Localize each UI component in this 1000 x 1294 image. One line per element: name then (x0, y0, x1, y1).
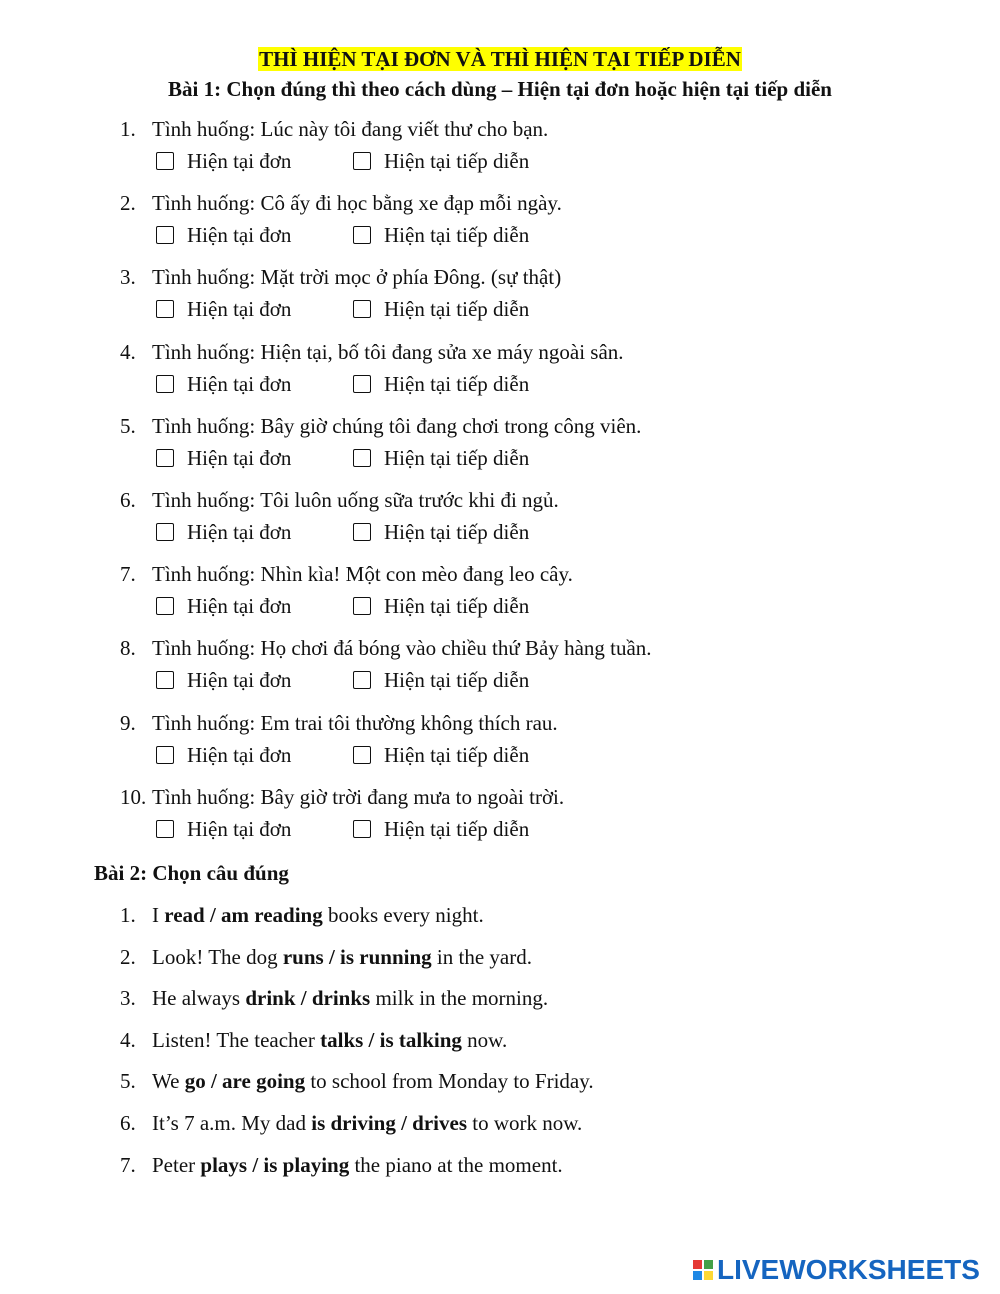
checkbox-icon[interactable] (156, 152, 174, 170)
option-continuous[interactable] (353, 593, 529, 619)
option-label: Hiện tại đơn (187, 223, 292, 248)
sentence-choice[interactable]: talks / is talking (320, 1027, 462, 1052)
question-number: 4. (120, 339, 136, 364)
sentence-number: 5. (120, 1069, 136, 1094)
question-number: 9. (120, 710, 136, 735)
option-label: Hiện tại đơn (187, 594, 292, 619)
logo-text: LIVEWORKSHEETS (717, 1254, 980, 1285)
question-text: Tình huống: Bây giờ chúng tôi đang chơi trong công viên. (152, 413, 642, 438)
sentence-text (152, 1068, 594, 1094)
option-label: Hiện tại tiếp diễn (384, 445, 530, 470)
option-simple[interactable] (156, 296, 291, 322)
sentence-post: books every night. (322, 903, 484, 927)
question-number: 1. (120, 117, 136, 141)
question-text: Tình huống: Nhìn kìa! Một con mèo đang leo cây. (152, 562, 573, 587)
sentence-text (152, 1027, 507, 1053)
sentence-number: 1. (120, 903, 136, 927)
sentence-post: in the yard. (431, 944, 532, 969)
question-text: Tình huống: Tôi luôn uống sữa trước khi đi ngủ. (152, 487, 559, 512)
checkbox-icon[interactable] (353, 226, 371, 244)
checkbox-icon[interactable] (353, 671, 371, 689)
option-label: Hiện tại tiếp diễn (384, 371, 530, 396)
sentence-number: 2. (120, 944, 136, 969)
checkbox-icon[interactable] (353, 152, 371, 170)
question-number: 3. (120, 265, 136, 290)
sentence-choice[interactable]: read / am reading (164, 903, 323, 927)
question-item (0, 710, 1000, 784)
option-label: Hiện tại tiếp diễn (384, 519, 530, 544)
sentence-pre: Listen! The teacher (152, 1027, 321, 1052)
option-simple[interactable] (156, 519, 291, 545)
question-item (0, 561, 1000, 635)
sentence-item (0, 1068, 1000, 1110)
checkbox-icon[interactable] (353, 746, 371, 764)
question-item (0, 784, 1000, 858)
sentence-pre: Peter (152, 1152, 201, 1177)
option-continuous[interactable] (353, 296, 529, 322)
exercise1-list (0, 116, 1000, 858)
sentence-text (152, 985, 548, 1011)
checkbox-icon[interactable] (156, 597, 174, 615)
logo-mark-icon (693, 1260, 713, 1280)
checkbox-icon[interactable] (353, 597, 371, 615)
option-continuous[interactable] (353, 371, 529, 397)
question-item (0, 487, 1000, 561)
sentence-text (152, 944, 532, 970)
sentence-choice[interactable]: drink / drinks (245, 986, 371, 1011)
checkbox-icon[interactable] (156, 746, 174, 764)
sentence-item (0, 985, 1000, 1027)
checkbox-icon[interactable] (156, 449, 174, 467)
sentence-number: 4. (120, 1027, 136, 1052)
checkbox-icon[interactable] (156, 226, 174, 244)
option-continuous[interactable] (353, 742, 529, 768)
question-number: 8. (120, 636, 136, 661)
sentence-post: milk in the morning. (370, 986, 549, 1011)
sentence-post: the piano at the moment. (349, 1152, 563, 1177)
option-label: Hiện tại đơn (187, 149, 292, 173)
sentence-post: to work now. (467, 1110, 583, 1135)
checkbox-icon[interactable] (353, 300, 371, 318)
question-number: 10. (120, 784, 147, 809)
option-simple[interactable] (156, 742, 291, 768)
option-label: Hiện tại tiếp diễn (384, 297, 530, 322)
question-number: 5. (120, 413, 136, 438)
checkbox-icon[interactable] (156, 523, 174, 541)
option-continuous[interactable] (353, 816, 529, 842)
checkbox-icon[interactable] (353, 449, 371, 467)
sentence-item (0, 902, 1000, 944)
question-text: Tình huống: Cô ấy đi học bằng xe đạp mỗi ngày. (152, 191, 562, 216)
option-label: Hiện tại đơn (187, 371, 292, 396)
option-continuous[interactable] (353, 148, 529, 174)
option-label: Hiện tại đơn (187, 816, 292, 841)
sentence-choice[interactable]: is driving / drives (311, 1110, 468, 1135)
option-label: Hiện tại đơn (187, 445, 292, 470)
option-simple[interactable] (156, 593, 291, 619)
option-continuous[interactable] (353, 667, 529, 693)
option-label: Hiện tại đơn (187, 742, 292, 767)
sentence-pre: Look! The dog (152, 944, 283, 969)
sentence-number: 6. (120, 1110, 136, 1135)
sentence-choice[interactable]: go / are going (184, 1069, 306, 1094)
option-continuous[interactable] (353, 445, 529, 471)
sentence-item (0, 1152, 1000, 1194)
sentence-number: 7. (120, 1152, 136, 1177)
option-simple[interactable] (156, 445, 291, 471)
worksheet-title-text: THÌ HIỆN TẠI ĐƠN VÀ THÌ HIỆN TẠI TIẾP DIỄN (259, 47, 741, 71)
option-label: Hiện tại tiếp diễn (384, 742, 530, 767)
sentence-choice[interactable]: runs / is running (282, 944, 432, 969)
question-item (0, 339, 1000, 413)
option-simple[interactable] (156, 148, 291, 174)
sentence-text (152, 1110, 582, 1136)
sentence-item (0, 1027, 1000, 1069)
question-text: Tình huống: Lúc này tôi đang viết thư cho bạn. (152, 117, 549, 141)
question-text: Tình huống: Mặt trời mọc ở phía Đông. (sự thật) (152, 265, 562, 290)
question-item (0, 264, 1000, 338)
question-text: Tình huống: Hiện tại, bố tôi đang sửa xe máy ngoài sân. (152, 339, 624, 364)
option-simple[interactable] (156, 371, 291, 397)
logo-square (693, 1260, 702, 1269)
option-continuous[interactable] (353, 222, 529, 248)
exercise2-heading: Bài 2: Chọn câu đúng (94, 861, 289, 885)
question-text: Tình huống: Bây giờ trời đang mưa to ngoài trời. (152, 784, 565, 809)
sentence-pre: We (152, 1069, 185, 1094)
sentence-text (152, 1152, 563, 1178)
question-item (0, 190, 1000, 264)
option-simple[interactable] (156, 816, 291, 842)
sentence-item (0, 1110, 1000, 1152)
question-item (0, 116, 1000, 190)
sentence-pre: He always (152, 986, 246, 1011)
sentence-choice[interactable]: plays / is playing (200, 1152, 350, 1177)
question-number: 2. (120, 191, 136, 216)
question-item (0, 413, 1000, 487)
sentence-item (0, 944, 1000, 986)
checkbox-icon[interactable] (156, 375, 174, 393)
option-label: Hiện tại tiếp diễn (384, 594, 530, 619)
option-label: Hiện tại đơn (187, 519, 292, 544)
logo-square (704, 1271, 713, 1280)
checkbox-icon[interactable] (156, 671, 174, 689)
sentence-pre: I (152, 903, 165, 927)
question-item (0, 635, 1000, 709)
option-continuous[interactable] (353, 519, 529, 545)
sentence-post: to school from Monday to Friday. (305, 1069, 594, 1094)
checkbox-icon[interactable] (156, 300, 174, 318)
sentence-post: now. (461, 1027, 508, 1052)
checkbox-icon[interactable] (353, 375, 371, 393)
checkbox-icon[interactable] (353, 820, 371, 838)
sentence-text (152, 902, 484, 928)
option-label: Hiện tại tiếp diễn (384, 816, 530, 841)
option-label: Hiện tại tiếp diễn (384, 149, 530, 173)
exercise1-heading: Bài 1: Chọn đúng thì theo cách dùng – Hiện tại đơn hoặc hiện tại tiếp diễn (168, 77, 832, 101)
sentence-number: 3. (120, 986, 136, 1011)
question-number: 6. (120, 487, 136, 512)
logo-square (704, 1260, 713, 1269)
sentence-pre: It’s 7 a.m. My dad (152, 1110, 312, 1135)
exercise2-list (0, 902, 1000, 1193)
checkbox-icon[interactable] (353, 523, 371, 541)
option-label: Hiện tại đơn (187, 668, 292, 693)
liveworksheets-logo[interactable] (693, 1254, 980, 1286)
option-label: Hiện tại đơn (187, 297, 292, 322)
option-simple[interactable] (156, 667, 291, 693)
option-label: Hiện tại tiếp diễn (384, 668, 530, 693)
logo-square (693, 1271, 702, 1280)
option-label: Hiện tại tiếp diễn (384, 223, 530, 248)
checkbox-icon[interactable] (156, 820, 174, 838)
option-simple[interactable] (156, 222, 291, 248)
question-number: 7. (120, 562, 136, 587)
question-text: Tình huống: Em trai tôi thường không thích rau. (152, 710, 558, 735)
question-text: Tình huống: Họ chơi đá bóng vào chiều thứ Bảy hàng tuần. (152, 636, 652, 661)
worksheet-title (0, 46, 1000, 72)
